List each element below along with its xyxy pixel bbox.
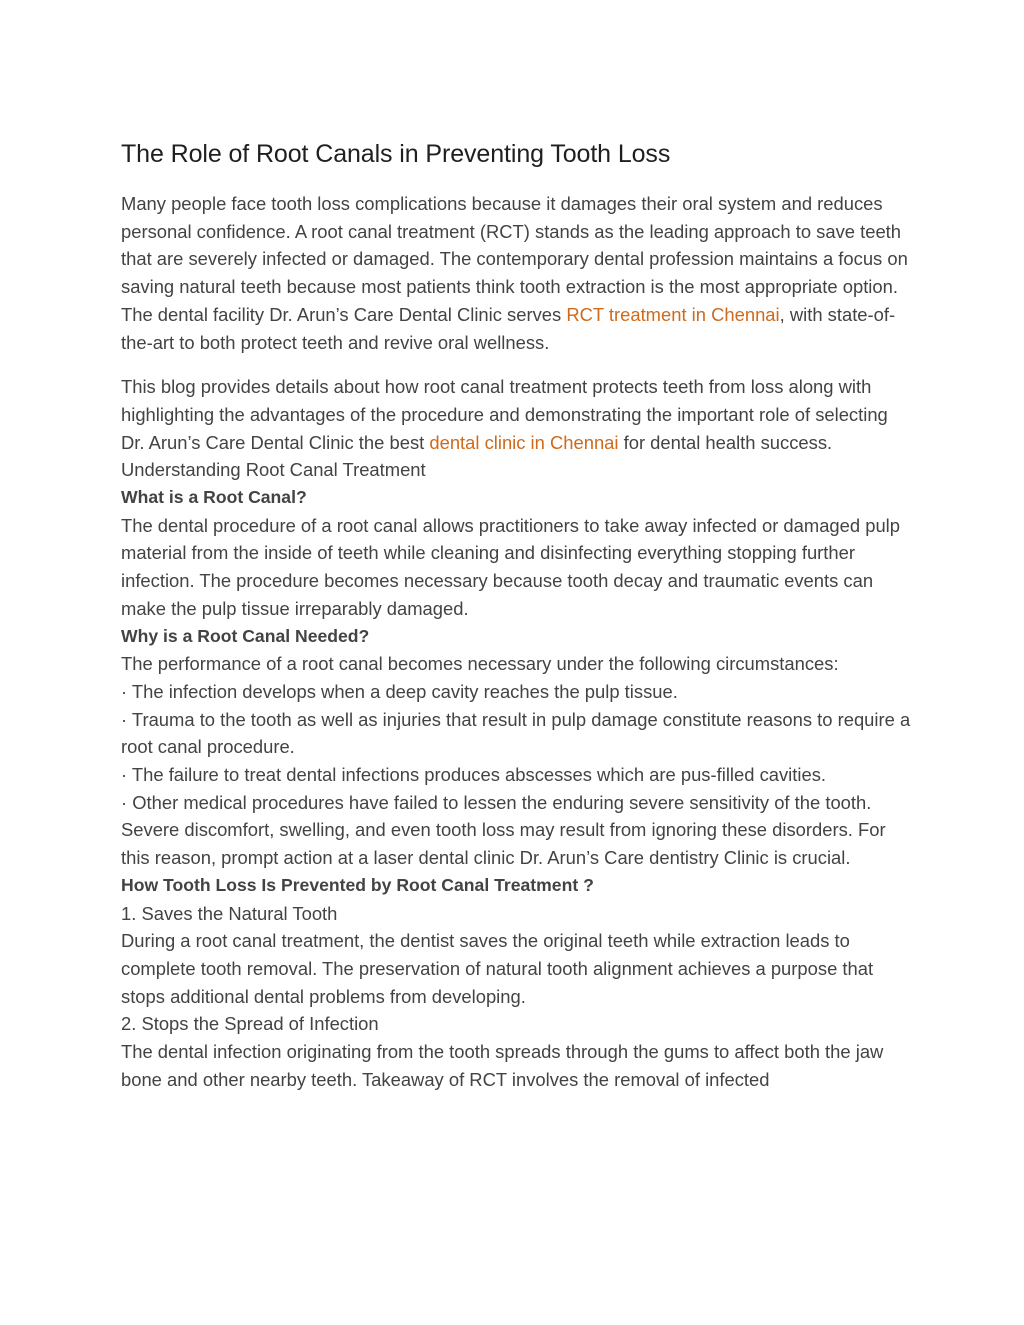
why-bullet: · The infection develops when a deep cavity reaches the pulp tissue. [121,680,678,702]
blog-paragraph [121,373,911,484]
what-body: The dental procedure of a root canal allows practitioners to take away infected or damaged pulp material from the inside of teeth while cleaning and disinfecting everything stopping further infection. The procedure becomes necessary because tooth decay and traumatic events can make the pulp tissue irreparably damaged. [121,514,900,619]
dental-clinic-link[interactable]: dental clinic in Chennai [429,431,619,453]
why-heading: Why is a Root Canal Needed? [121,625,370,646]
intro-text-2: , with state-of-the-art to both protect teeth and revive oral wellness. [121,303,896,353]
why-bullet: · Other medical procedures have failed to lessen the enduring severe sensitivity of the tooth. [121,791,872,813]
blog-text-1: This blog provides details about how root canal treatment protects teeth from loss along with highlighting the advantages of the procedure and demonstrating the important role of selecting Dr. Arun’s Care Dental Clinic the best [121,376,888,453]
intro-paragraph [121,190,911,356]
why-intro: The performance of a root canal becomes necessary under the following circumstances: [121,653,839,675]
document-page [121,138,911,1094]
what-heading: What is a Root Canal? [121,487,307,508]
blog-text-2: for dental health success. Understanding Root Canal Treatment [121,431,833,481]
why-bullet: · Trauma to the tooth as well as injuries that result in pulp damage constitute reasons to require a root canal procedure. [121,708,911,758]
how-heading: How Tooth Loss Is Prevented by Root Canal Treatment ? [121,874,594,895]
page-title: The Role of Root Canals in Preventing Tooth Loss [121,140,671,168]
rct-treatment-link[interactable]: RCT treatment in Chennai [566,303,780,325]
how-item-body: The dental infection originating from the tooth spreads through the gums to affect both the jaw bone and other nearby teeth. Takeaway of RCT involves the removal of infected [121,1041,884,1090]
why-bullet: · The failure to treat dental infections produces abscesses which are pus-filled cavities. [121,764,826,786]
how-item-title: 1. Saves the Natural Tooth [121,902,338,924]
intro-text-1: Many people face tooth loss complications because it damages their oral system and reduces personal confidence. A root canal treatment (RCT) stands as the leading approach to save teeth that are severely infected or damaged. The contemporary dental profession maintains a focus on saving natural teeth because most patients think tooth extraction is the most appropriate option. The dental facility Dr. Arun’s Care Dental Clinic serves [121,193,908,325]
how-item-title: 2. Stops the Spread of Infection [121,1013,379,1035]
how-item-body: During a root canal treatment, the dentist saves the original teeth while extraction leads to complete tooth removal. The preservation of natural tooth alignment achieves a purpose that stops additional dental problems from developing. [121,930,874,1007]
why-closing: Severe discomfort, swelling, and even tooth loss may result from ignoring these disorders. For this reason, prompt action at a laser dental clinic Dr. Arun’s Care dentistry Clinic is crucial. [121,819,886,869]
